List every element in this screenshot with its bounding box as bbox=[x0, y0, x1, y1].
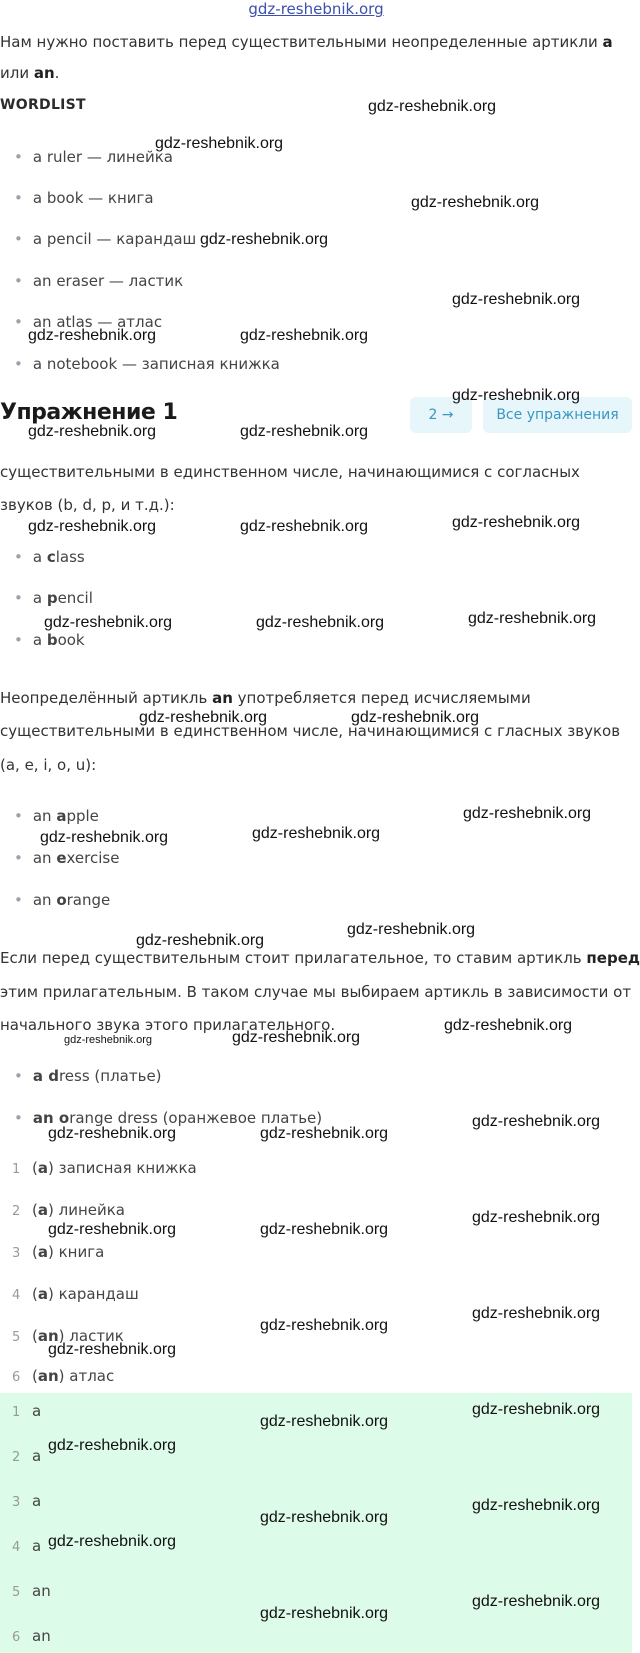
watermark: gdz-reshebnik.org bbox=[411, 194, 540, 211]
intro-line-1: Нам нужно поставить перед существительными неопределенные артикли a bbox=[0, 33, 613, 51]
watermark: gdz-reshebnik.org bbox=[48, 1533, 177, 1550]
example-item: • a book bbox=[14, 631, 85, 649]
wordlist-title: WORDLIST bbox=[0, 97, 86, 113]
rule-an-line-1: Неопределённый артикль an употребляется перед исчисляемыми bbox=[0, 689, 531, 707]
watermark: gdz-reshebnik.org bbox=[136, 932, 265, 949]
watermark: gdz-reshebnik.org bbox=[452, 387, 581, 404]
example-item: • an orange dress (оранжевое платье) bbox=[14, 1109, 322, 1127]
watermark: gdz-reshebnik.org bbox=[463, 805, 592, 822]
watermark: gdz-reshebnik.org bbox=[444, 1017, 573, 1034]
watermark: gdz-reshebnik.org bbox=[48, 1437, 177, 1454]
watermark: gdz-reshebnik.org bbox=[260, 1221, 389, 1238]
answer-item: 3 a bbox=[12, 1492, 42, 1510]
task-item: 1 (a) записная книжка bbox=[12, 1159, 197, 1177]
answer-item: 5 an bbox=[12, 1582, 51, 1600]
watermark: gdz-reshebnik.org bbox=[240, 423, 369, 440]
rule-adj-line-3: начального звука этого прилагательного. bbox=[0, 1016, 336, 1034]
wordlist-item: • a notebook — записная книжка bbox=[14, 355, 280, 373]
task-item: 3 (a) книга bbox=[12, 1243, 105, 1261]
watermark: gdz-reshebnik.org bbox=[368, 98, 497, 115]
watermark: gdz-reshebnik.org bbox=[351, 709, 480, 726]
example-item: • a dress (платье) bbox=[14, 1067, 162, 1085]
watermark: gdz-reshebnik.org bbox=[48, 1125, 177, 1142]
watermark: gdz-reshebnik.org bbox=[232, 1029, 361, 1046]
watermark: gdz-reshebnik.org bbox=[256, 614, 385, 631]
rule-a-line-2: звуков (b, d, p, и т.д.): bbox=[0, 496, 175, 514]
watermark: gdz-reshebnik.org bbox=[155, 135, 284, 152]
watermark: gdz-reshebnik.org bbox=[44, 614, 173, 631]
wordlist-item: • an eraser — ластик bbox=[14, 272, 183, 290]
watermark: gdz-reshebnik.org bbox=[240, 327, 369, 344]
watermark: gdz-reshebnik.org bbox=[40, 829, 169, 846]
watermark: gdz-reshebnik.org bbox=[139, 709, 268, 726]
rule-adj-line-1: Если перед существительным стоит прилагательное, то ставим артикль перед bbox=[0, 949, 640, 967]
wordlist-item: • an atlas — атлас bbox=[14, 313, 162, 331]
wordlist-item: • a ruler — линейка bbox=[14, 148, 173, 166]
watermark: gdz-reshebnik.org bbox=[48, 1341, 177, 1358]
watermark: gdz-reshebnik.org bbox=[472, 1593, 601, 1610]
task-item: 2 (a) линейка bbox=[12, 1201, 125, 1219]
watermark: gdz-reshebnik.org bbox=[260, 1413, 389, 1430]
watermark: gdz-reshebnik.org bbox=[452, 514, 581, 531]
answer-item: 4 a bbox=[12, 1537, 42, 1555]
watermark: gdz-reshebnik.org bbox=[48, 1221, 177, 1238]
watermark: gdz-reshebnik.org bbox=[64, 1034, 153, 1046]
example-item: • an exercise bbox=[14, 849, 119, 867]
watermark: gdz-reshebnik.org bbox=[472, 1209, 601, 1226]
task-item: 5 (an) ластик bbox=[12, 1327, 124, 1345]
example-item: • an apple bbox=[14, 807, 99, 825]
example-item: • an orange bbox=[14, 891, 110, 909]
answer-item: 2 a bbox=[12, 1447, 42, 1465]
all-exercises-button[interactable]: Все упражнения bbox=[483, 397, 632, 433]
watermark: gdz-reshebnik.org bbox=[472, 1401, 601, 1418]
site-link[interactable]: gdz-reshebnik.org bbox=[248, 0, 384, 18]
exercise-title: Упражнение 1 bbox=[0, 400, 178, 425]
rule-an-line-2: существительными в единственном числе, начинающимися с гласных звуков bbox=[0, 722, 621, 740]
watermark: gdz-reshebnik.org bbox=[472, 1113, 601, 1130]
watermark: gdz-reshebnik.org bbox=[472, 1305, 601, 1322]
task-item: 6 (an) атлас bbox=[12, 1367, 115, 1385]
watermark: gdz-reshebnik.org bbox=[28, 327, 157, 344]
wordlist-item: • a pencil — карандаш bbox=[14, 230, 196, 248]
example-item: • a class bbox=[14, 548, 85, 566]
watermark: gdz-reshebnik.org bbox=[452, 291, 581, 308]
answer-item: 1 a bbox=[12, 1402, 42, 1420]
watermark: gdz-reshebnik.org bbox=[28, 518, 157, 535]
wordlist-item: • a book — книга bbox=[14, 189, 154, 207]
watermark: gdz-reshebnik.org bbox=[468, 610, 597, 627]
example-item: • a pencil bbox=[14, 589, 93, 607]
watermark: gdz-reshebnik.org bbox=[260, 1125, 389, 1142]
rule-adj-line-2: этим прилагательным. В таком случае мы выбираем артикль в зависимости от bbox=[0, 983, 632, 1001]
watermark: gdz-reshebnik.org bbox=[240, 518, 369, 535]
intro-line-2: или an. bbox=[0, 64, 60, 82]
next-exercise-button[interactable]: 2 → bbox=[410, 397, 472, 433]
watermark: gdz-reshebnik.org bbox=[347, 921, 476, 938]
watermark: gdz-reshebnik.org bbox=[200, 231, 329, 248]
rule-an-line-3: (a, e, i, o, u): bbox=[0, 756, 97, 774]
watermark: gdz-reshebnik.org bbox=[28, 423, 157, 440]
watermark: gdz-reshebnik.org bbox=[472, 1497, 601, 1514]
watermark: gdz-reshebnik.org bbox=[260, 1605, 389, 1622]
rule-a-line-1: существительными в единственном числе, начинающимися с согласных bbox=[0, 463, 580, 481]
watermark: gdz-reshebnik.org bbox=[260, 1509, 389, 1526]
watermark: gdz-reshebnik.org bbox=[252, 825, 381, 842]
watermark: gdz-reshebnik.org bbox=[260, 1317, 389, 1334]
task-item: 4 (a) карандаш bbox=[12, 1285, 139, 1303]
answer-item: 6 an bbox=[12, 1627, 51, 1645]
